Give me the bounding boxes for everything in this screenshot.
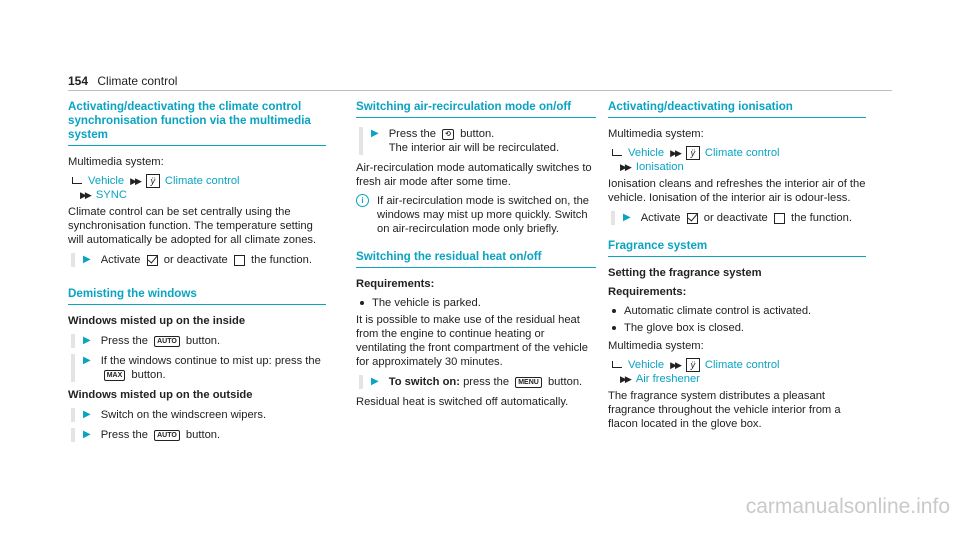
page-number: 154	[68, 74, 89, 88]
menu-path-sync	[68, 174, 326, 202]
step-switch-on	[356, 375, 596, 389]
menu-link-climate-control[interactable]: Climate control	[164, 175, 240, 187]
recirculation-button-icon: ⟲	[442, 129, 454, 140]
list-item	[608, 304, 866, 318]
hook-arrow-icon	[72, 177, 82, 184]
menu-link-air-freshener[interactable]: Air freshener	[635, 373, 700, 385]
step-bar	[611, 211, 615, 225]
double-chevron-icon: ▶▶	[620, 374, 630, 384]
list-item	[356, 296, 596, 310]
bullet-icon	[612, 309, 616, 313]
menu-path-line	[612, 358, 866, 372]
section-title-residual-heat: Switching the residual heat on/off	[356, 250, 596, 268]
hook-arrow-icon	[612, 149, 622, 156]
info-icon: i	[356, 194, 369, 207]
menu-path-ionisation	[608, 146, 866, 174]
step-press-auto	[68, 334, 326, 348]
menu-link-vehicle[interactable]: Vehicle	[88, 175, 125, 187]
step-text: Press the	[100, 429, 148, 441]
menu-button-icon: MENU	[515, 377, 542, 388]
climate-icon: ÿ	[146, 174, 160, 188]
auto-button-icon: AUTO	[154, 430, 180, 441]
menu-link-sync[interactable]: SYNC	[95, 189, 127, 201]
page-header-title: Climate control	[97, 74, 178, 88]
step-text: Press the	[100, 335, 148, 347]
step-arrow-icon: ▶	[83, 429, 91, 440]
section-title-demisting: Demisting the windows	[68, 287, 326, 305]
step-arrow-icon: ▶	[371, 128, 379, 139]
step-press-auto-2	[68, 428, 326, 442]
page-header	[68, 74, 177, 88]
multimedia-label: Multimedia system:	[608, 128, 704, 140]
climate-icon: ÿ	[686, 358, 700, 372]
double-chevron-icon: ▶▶	[620, 162, 630, 172]
step-text: the function.	[251, 254, 312, 266]
menu-path-line	[80, 188, 326, 202]
menu-path-line	[620, 160, 866, 174]
step-arrow-icon: ▶	[371, 376, 379, 387]
step-arrow-icon: ▶	[83, 355, 91, 366]
sync-description: Climate control can be set centrally using the synchronisation function. The temperature setting will automatically be adopted for all climate zones.	[68, 206, 317, 246]
checkbox-empty-icon	[774, 213, 785, 224]
requirements-label: Requirements:	[356, 278, 435, 290]
double-chevron-icon: ▶▶	[130, 176, 140, 186]
multimedia-label: Multimedia system:	[68, 156, 164, 168]
step-text: or deactivate	[163, 254, 228, 266]
section-title-fragrance: Fragrance system	[608, 239, 866, 257]
step-text: button.	[185, 335, 221, 347]
step-text: Activate	[100, 254, 141, 266]
step-text: press the	[463, 376, 510, 388]
column-3	[608, 100, 866, 436]
subheading-outside: Windows misted up on the outside	[68, 389, 253, 401]
step-bar	[71, 354, 75, 382]
step-press-recirc	[356, 127, 596, 155]
menu-link-climate-control[interactable]: Climate control	[704, 147, 780, 159]
menu-link-vehicle[interactable]: Vehicle	[628, 147, 665, 159]
column-2	[356, 100, 596, 414]
multimedia-label: Multimedia system:	[608, 340, 704, 352]
step-press-max	[68, 354, 326, 382]
recirc-description: Air-recirculation mode automatically switches to fresh air mode after some time.	[356, 162, 592, 188]
step-arrow-icon: ▶	[623, 212, 631, 223]
step-wipers	[68, 408, 326, 422]
menu-path-line	[72, 174, 326, 188]
menu-link-ionisation[interactable]: Ionisation	[635, 161, 684, 173]
step-text: Switch on the windscreen wipers.	[100, 409, 267, 421]
section-title-ionisation: Activating/deactivating ionisation	[608, 100, 866, 118]
step-bold-text: To switch on:	[388, 376, 460, 388]
auto-button-icon: AUTO	[154, 336, 180, 347]
step-text: button.	[460, 128, 495, 140]
menu-path-fragrance	[608, 358, 866, 386]
step-bar	[359, 375, 363, 389]
step-bar	[71, 428, 75, 442]
menu-link-vehicle[interactable]: Vehicle	[628, 359, 665, 371]
step-text: button.	[131, 369, 166, 381]
note-text: If air-recirculation mode is switched on, the windows may mist up more quickly. Switch on air-recirculation mode only briefly.	[377, 195, 590, 235]
defrost-max-button-icon: MAX	[104, 370, 126, 381]
step-result: The interior air will be recirculated.	[388, 142, 560, 154]
checkbox-empty-icon	[234, 255, 245, 266]
residual-result: Residual heat is switched off automatically.	[356, 396, 569, 408]
bullet-icon	[360, 301, 364, 305]
step-arrow-icon: ▶	[83, 335, 91, 346]
residual-description: It is possible to make use of the residual heat from the engine to continue heating or ventilating the front compartment of the vehicle for approximately 30 minutes.	[356, 314, 588, 368]
info-note	[356, 194, 596, 236]
checkbox-checked-icon	[147, 255, 158, 266]
step-text: If the windows continue to mist up: press the	[100, 355, 321, 367]
step-bar	[71, 253, 75, 267]
list-item-text: Automatic climate control is activated.	[624, 305, 812, 317]
subheading-inside: Windows misted up on the inside	[68, 315, 246, 327]
double-chevron-icon: ▶▶	[670, 360, 680, 370]
menu-path-line	[612, 146, 866, 160]
list-item-text: The vehicle is parked.	[372, 297, 481, 309]
subheading-fragrance: Setting the fragrance system	[608, 267, 762, 279]
step-text: button.	[547, 376, 583, 388]
step-bar	[71, 334, 75, 348]
list-item	[608, 321, 866, 335]
climate-icon: ÿ	[686, 146, 700, 160]
list-item-text: The glove box is closed.	[624, 322, 745, 334]
step-text: Press the	[388, 128, 436, 140]
hook-arrow-icon	[612, 361, 622, 368]
header-rule	[68, 90, 892, 91]
step-bar	[359, 127, 363, 155]
watermark: carmanualsonline.info	[745, 495, 950, 518]
step-arrow-icon: ▶	[83, 409, 91, 420]
step-text: button.	[185, 429, 221, 441]
step-text: or deactivate	[703, 212, 768, 224]
fragrance-description: The fragrance system distributes a pleasant fragrance throughout the vehicle interior from a flacon located in the glove box.	[608, 390, 841, 430]
step-text: Activate	[640, 212, 681, 224]
step-bar	[71, 408, 75, 422]
section-title-recirculation: Switching air-recirculation mode on/off	[356, 100, 596, 118]
step-ionisation-activate	[608, 211, 866, 225]
requirements-label: Requirements:	[608, 286, 687, 298]
menu-path-line	[620, 372, 866, 386]
bullet-icon	[612, 326, 616, 330]
double-chevron-icon: ▶▶	[670, 148, 680, 158]
double-chevron-icon: ▶▶	[80, 190, 90, 200]
step-sync-activate	[68, 253, 326, 267]
step-arrow-icon: ▶	[83, 254, 91, 265]
step-text: the function.	[791, 212, 852, 224]
section-title-sync: Activating/deactivating the climate control synchronisation function via the multimedia system	[68, 100, 326, 146]
checkbox-checked-icon	[687, 213, 698, 224]
ionisation-description: Ionisation cleans and refreshes the interior air of the vehicle. Ionisation of the interior air is odour-less.	[608, 178, 866, 204]
column-1	[68, 100, 326, 448]
menu-link-climate-control[interactable]: Climate control	[704, 359, 780, 371]
